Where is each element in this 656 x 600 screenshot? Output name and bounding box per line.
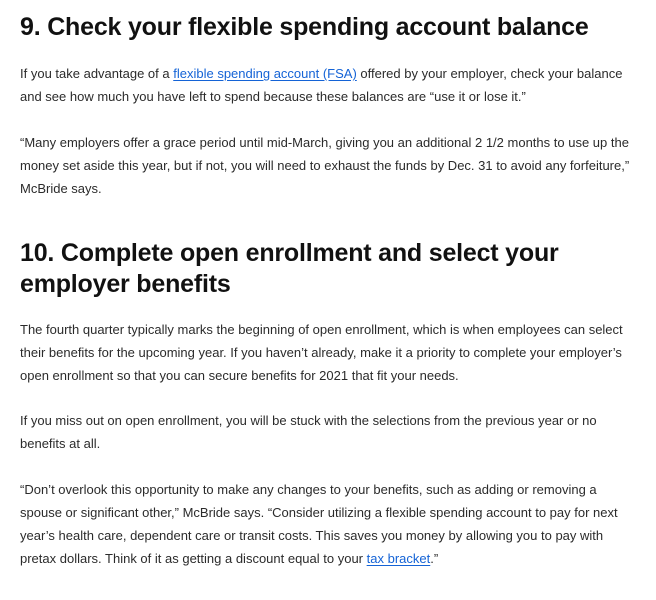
- paragraph-enrollment-intro: The fourth quarter typically marks the beginning of open enrollment, which is when employees can select their benefits for the upcoming year. If you haven’t already, make it a priority to complete your employer’s open enrollment so that you can secure benefits for 2021 that fit your needs.: [20, 322, 623, 383]
- paragraph-text: offered by your employer, check your balance and see how much you have left to spend because these balances are “use it or lose it.”: [20, 66, 623, 104]
- paragraph-enrollment-quote: [20, 478, 632, 570]
- section-heading-fsa: 9. Check your flexible spending account balance: [20, 13, 589, 41]
- section-heading-open-enrollment: 10. Complete open enrollment and select your employer benefits: [20, 239, 559, 298]
- paragraph-text: “Don’t overlook this opportunity to make any changes to your benefits, such as adding or removing a spouse or significant other,” McBride says. “Consider utilizing a flexible spending account to pay for next year’s health care, dependent care or transit costs. This saves you money by allowing you to pay with pretax dollars. Think of it as getting a discount equal to your: [20, 482, 618, 566]
- paragraph-text: .”: [430, 551, 439, 566]
- fsa-link[interactable]: flexible spending account (FSA): [173, 66, 357, 81]
- paragraph-text: If you take advantage of a: [20, 66, 174, 81]
- paragraph-enrollment-missed: If you miss out on open enrollment, you will be stuck with the selections from the previous year or no benefits at all.: [20, 413, 597, 451]
- paragraph-fsa-intro: [20, 62, 632, 108]
- paragraph-fsa-quote: “Many employers offer a grace period until mid-March, giving you an additional 2 1/2 months to use up the money set aside this year, but if not, you will need to exhaust the funds by Dec. 31 to avoid any forfeiture,” McBride says.: [20, 135, 630, 196]
- tax-bracket-link[interactable]: tax bracket: [366, 551, 431, 566]
